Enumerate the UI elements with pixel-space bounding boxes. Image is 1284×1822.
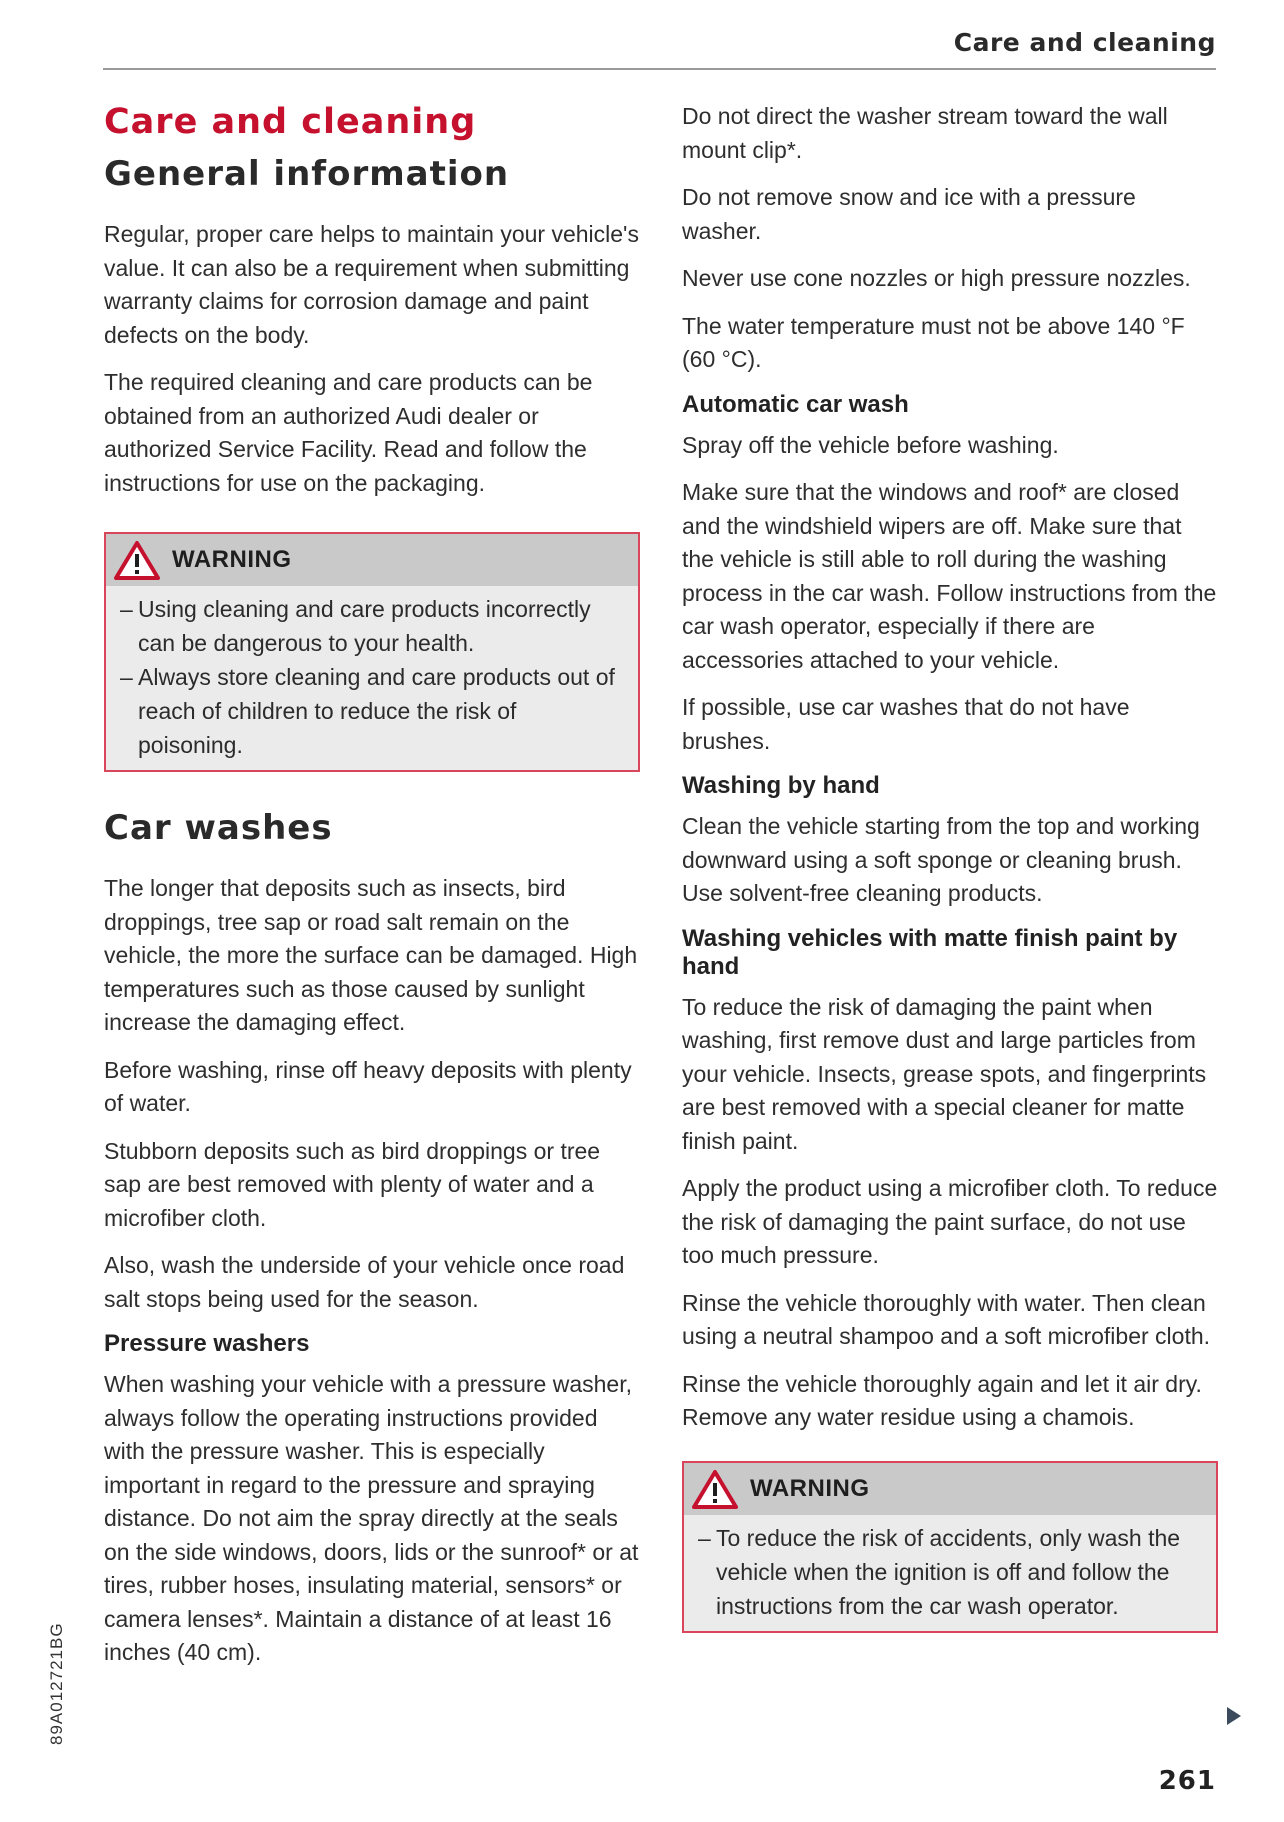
document-code: 89A012721BG xyxy=(47,1622,66,1745)
paragraph: Clean the vehicle starting from the top and working downward using a soft sponge or cleaning brush. Use solvent-free cleaning products. xyxy=(682,813,1200,906)
triangle-right-icon xyxy=(1226,1706,1242,1726)
paragraph: Regular, proper care helps to maintain your vehicle's value. It can also be a requirement when submitting warranty claims for corrosion damage and paint defects on the body. xyxy=(104,221,639,348)
subheading-matte-finish: Washing vehicles with matte finish paint by hand xyxy=(682,924,1178,980)
section-title-car-washes: Car washes xyxy=(104,808,333,848)
paragraph: Rinse the vehicle thoroughly with water. Then clean using a neutral shampoo and a soft microfiber cloth. xyxy=(682,1289,1211,1349)
warning-title: WARNING xyxy=(750,1474,870,1502)
warning-body xyxy=(684,1515,1216,1631)
paragraph: The longer that deposits such as insects, bird droppings, tree sap or road salt remain on the vehicle, the more the surface can be damaged. High temperatures such as those caused by sunlight increase the damaging effect. xyxy=(104,875,638,1035)
paragraph: Spray off the vehicle before washing. xyxy=(682,431,1059,458)
paragraph: Never use cone nozzles or high pressure nozzles. xyxy=(682,265,1191,291)
warning-box-accidents xyxy=(682,1461,1218,1633)
subheading-washing-by-hand: Washing by hand xyxy=(682,772,880,799)
paragraph: To reduce the risk of damaging the paint when washing, first remove dust and large particles from your vehicle. Insects, grease spots, and fingerprints are best removed with a special cleaner for matte finish paint. xyxy=(682,993,1207,1154)
warning-header xyxy=(106,534,638,586)
warning-header xyxy=(684,1463,1216,1515)
left-column xyxy=(104,100,640,1684)
page-number: 261 xyxy=(1158,1766,1216,1796)
subheading-automatic-car-wash: Automatic car wash xyxy=(682,390,909,418)
section-title-general-information: General information xyxy=(104,154,510,194)
warning-item: – Always store cleaning and care products out of reach of children to reduce the risk of poisoning. xyxy=(120,660,622,762)
paragraph: Make sure that the windows and roof* are closed and the windshield wipers are off. Make sure that the vehicle is still able to roll during the washing process in the car wash. Follow instructions from the car wash operator, especially if there are accessories attached to your vehicle. xyxy=(682,479,1217,673)
warning-triangle-icon xyxy=(114,540,160,580)
subheading-pressure-washers: Pressure washers xyxy=(104,1330,310,1357)
warning-title: WARNING xyxy=(172,546,292,573)
warning-body xyxy=(106,586,638,770)
paragraph: Do not direct the washer stream toward the wall mount clip*. xyxy=(682,103,1168,163)
paragraph: The required cleaning and care products can be obtained from an authorized Audi dealer or authorized Service Facility. Read and follow the instructions for use on the packaging. xyxy=(104,369,593,496)
warning-item: – Using cleaning and care products incorrectly can be dangerous to your health. xyxy=(120,592,622,660)
paragraph: Before washing, rinse off heavy deposits with plenty of water. xyxy=(104,1056,632,1116)
paragraph: If possible, use car washes that do not have brushes. xyxy=(682,694,1130,754)
paragraph: Rinse the vehicle thoroughly again and let it air dry. Remove any water residue using a chamois. xyxy=(682,1370,1202,1430)
paragraph: Stubborn deposits such as bird droppings or tree sap are best removed with plenty of water and a microfiber cloth. xyxy=(104,1137,601,1231)
right-column xyxy=(682,100,1218,1633)
warning-item: – To reduce the risk of accidents, only wash the vehicle when the ignition is off and follow the instructions from the car wash operator. xyxy=(698,1521,1200,1623)
warning-triangle-icon xyxy=(692,1469,738,1509)
paragraph: Apply the product using a microfiber cloth. To reduce the risk of damaging the paint surface, do not use too much pressure. xyxy=(682,1175,1218,1268)
header-divider xyxy=(103,68,1216,70)
warning-box-health xyxy=(104,532,640,772)
paragraph: Do not remove snow and ice with a pressure washer. xyxy=(682,184,1136,244)
paragraph: Also, wash the underside of your vehicle once road salt stops being used for the season. xyxy=(104,1252,625,1312)
paragraph: The water temperature must not be above 140 °F (60 °C). xyxy=(682,312,1185,372)
chapter-title: Care and cleaning xyxy=(104,102,477,142)
paragraph: When washing your vehicle with a pressure washer, always follow the operating instructions provided with the pressure washer. This is especially important in regard to the pressure and spraying distance. Do not aim the spray directly at the seals on the side windows, doors, lids or the sunroof* or at tires, rubber hoses, insulating material, sensors* or camera lenses*. Maintain a distance of at least 16 inches (40 cm). xyxy=(104,1371,639,1665)
running-header: Care and cleaning xyxy=(953,28,1216,57)
